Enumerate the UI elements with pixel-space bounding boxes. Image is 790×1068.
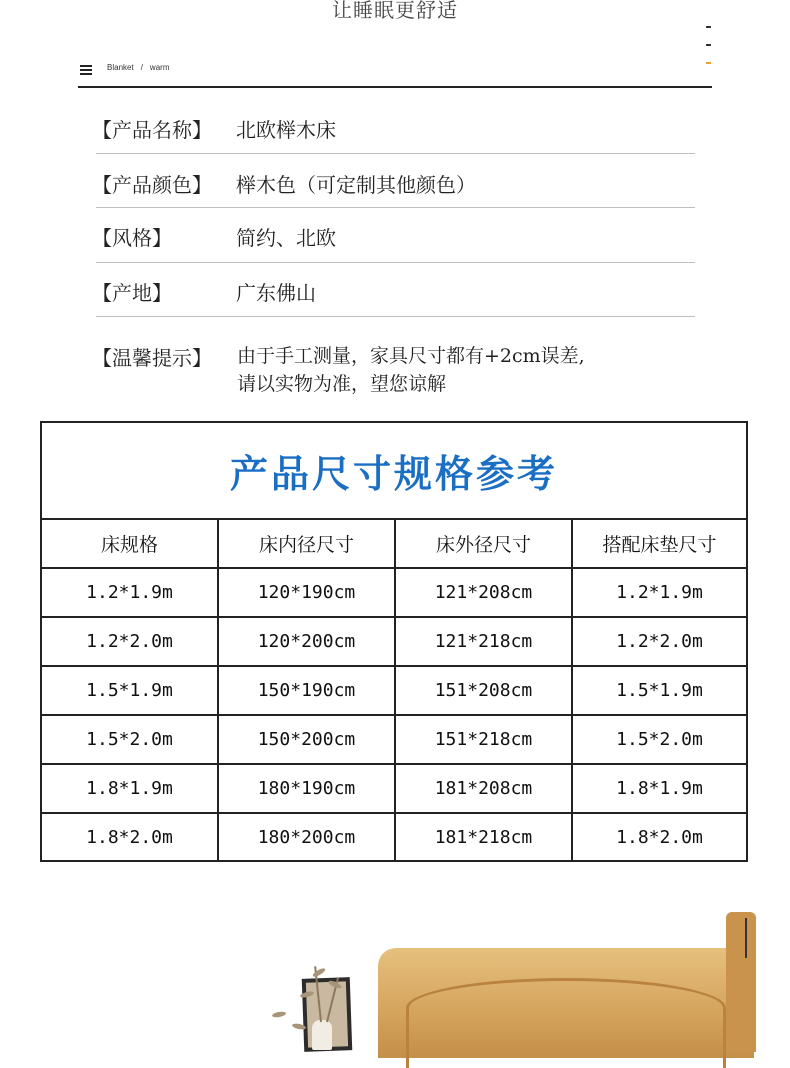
lamp-pole <box>745 918 747 958</box>
spec-table <box>42 520 746 861</box>
product-photo <box>0 900 790 1051</box>
spec-cell: 121*208cm <box>395 568 572 617</box>
breadcrumb <box>107 63 169 72</box>
wooden-headboard <box>378 948 754 1058</box>
headboard-carving <box>406 978 726 1068</box>
info-value: 榉木色（可定制其他颜色） <box>236 173 476 197</box>
spec-cell: 180*200cm <box>218 813 395 861</box>
spec-row <box>42 666 746 715</box>
page-slogan: 让睡眠更舒适 <box>332 0 458 22</box>
spec-cell: 1.5*2.0m <box>42 715 218 764</box>
spec-cell: 120*200cm <box>218 617 395 666</box>
spec-row <box>42 715 746 764</box>
spec-cell: 1.8*1.9m <box>572 764 746 813</box>
spec-header-cell: 床外径尺寸 <box>395 520 572 568</box>
spec-cell: 151*208cm <box>395 666 572 715</box>
spec-cell: 1.2*2.0m <box>572 617 746 666</box>
spec-cell: 181*218cm <box>395 813 572 861</box>
info-row-color <box>92 169 695 208</box>
spec-cell: 1.5*2.0m <box>572 715 746 764</box>
spec-cell: 150*200cm <box>218 715 395 764</box>
breadcrumb-item-warm[interactable]: warm <box>149 63 170 72</box>
spec-cell: 1.5*1.9m <box>572 666 746 715</box>
info-label: 【产地】 <box>92 281 172 305</box>
spec-cell: 1.5*1.9m <box>42 666 218 715</box>
spec-row <box>42 764 746 813</box>
spec-title: 产品尺寸规格参考 <box>42 423 746 520</box>
spec-cell: 1.2*2.0m <box>42 617 218 666</box>
info-value: 广东佛山 <box>236 281 316 305</box>
info-value: 北欧榉木床 <box>236 118 336 142</box>
spec-table-container <box>40 421 748 862</box>
info-value: 简约、北欧 <box>236 226 336 250</box>
breadcrumb-separator: / <box>140 63 143 72</box>
spec-cell: 151*218cm <box>395 715 572 764</box>
spec-row <box>42 617 746 666</box>
spec-header-cell: 床内径尺寸 <box>218 520 395 568</box>
spec-cell: 1.2*1.9m <box>572 568 746 617</box>
note-line-1: 由于手工测量，家具尺寸都有+2cm误差, <box>237 345 585 367</box>
spec-cell: 1.8*1.9m <box>42 764 218 813</box>
spec-cell: 180*190cm <box>218 764 395 813</box>
note-line-2: 请以实物为准，望您谅解 <box>237 373 447 395</box>
info-label: 【风格】 <box>92 226 172 250</box>
spec-cell: 1.8*2.0m <box>42 813 218 861</box>
spec-cell: 1.8*2.0m <box>616 827 703 848</box>
breadcrumb-item-blanket[interactable]: Blanket <box>107 63 134 72</box>
spec-cell: 120*190cm <box>218 568 395 617</box>
spec-header-cell: 床规格 <box>42 520 218 568</box>
headboard-post <box>726 912 756 1052</box>
spec-cell: 1.2*1.9m <box>42 568 218 617</box>
note-label: 【温馨提示】 <box>92 346 212 370</box>
nav-bar <box>78 56 712 88</box>
info-label: 【产品颜色】 <box>92 173 212 197</box>
spec-cell: 121*218cm <box>395 617 572 666</box>
info-row-style <box>92 222 695 263</box>
spec-cell: 181*208cm <box>395 764 572 813</box>
spec-cell: 150*190cm <box>218 666 395 715</box>
dried-leaf <box>272 1011 287 1018</box>
spec-row <box>42 568 746 617</box>
info-row-name <box>92 114 695 154</box>
note-text <box>237 342 677 398</box>
spec-header-cell: 搭配床垫尺寸 <box>572 520 746 568</box>
menu-icon[interactable] <box>80 65 92 75</box>
info-row-origin <box>92 277 695 317</box>
info-label: 【产品名称】 <box>92 118 212 142</box>
spec-header-row <box>42 520 746 568</box>
spec-row <box>42 813 746 861</box>
vase <box>312 1020 332 1050</box>
